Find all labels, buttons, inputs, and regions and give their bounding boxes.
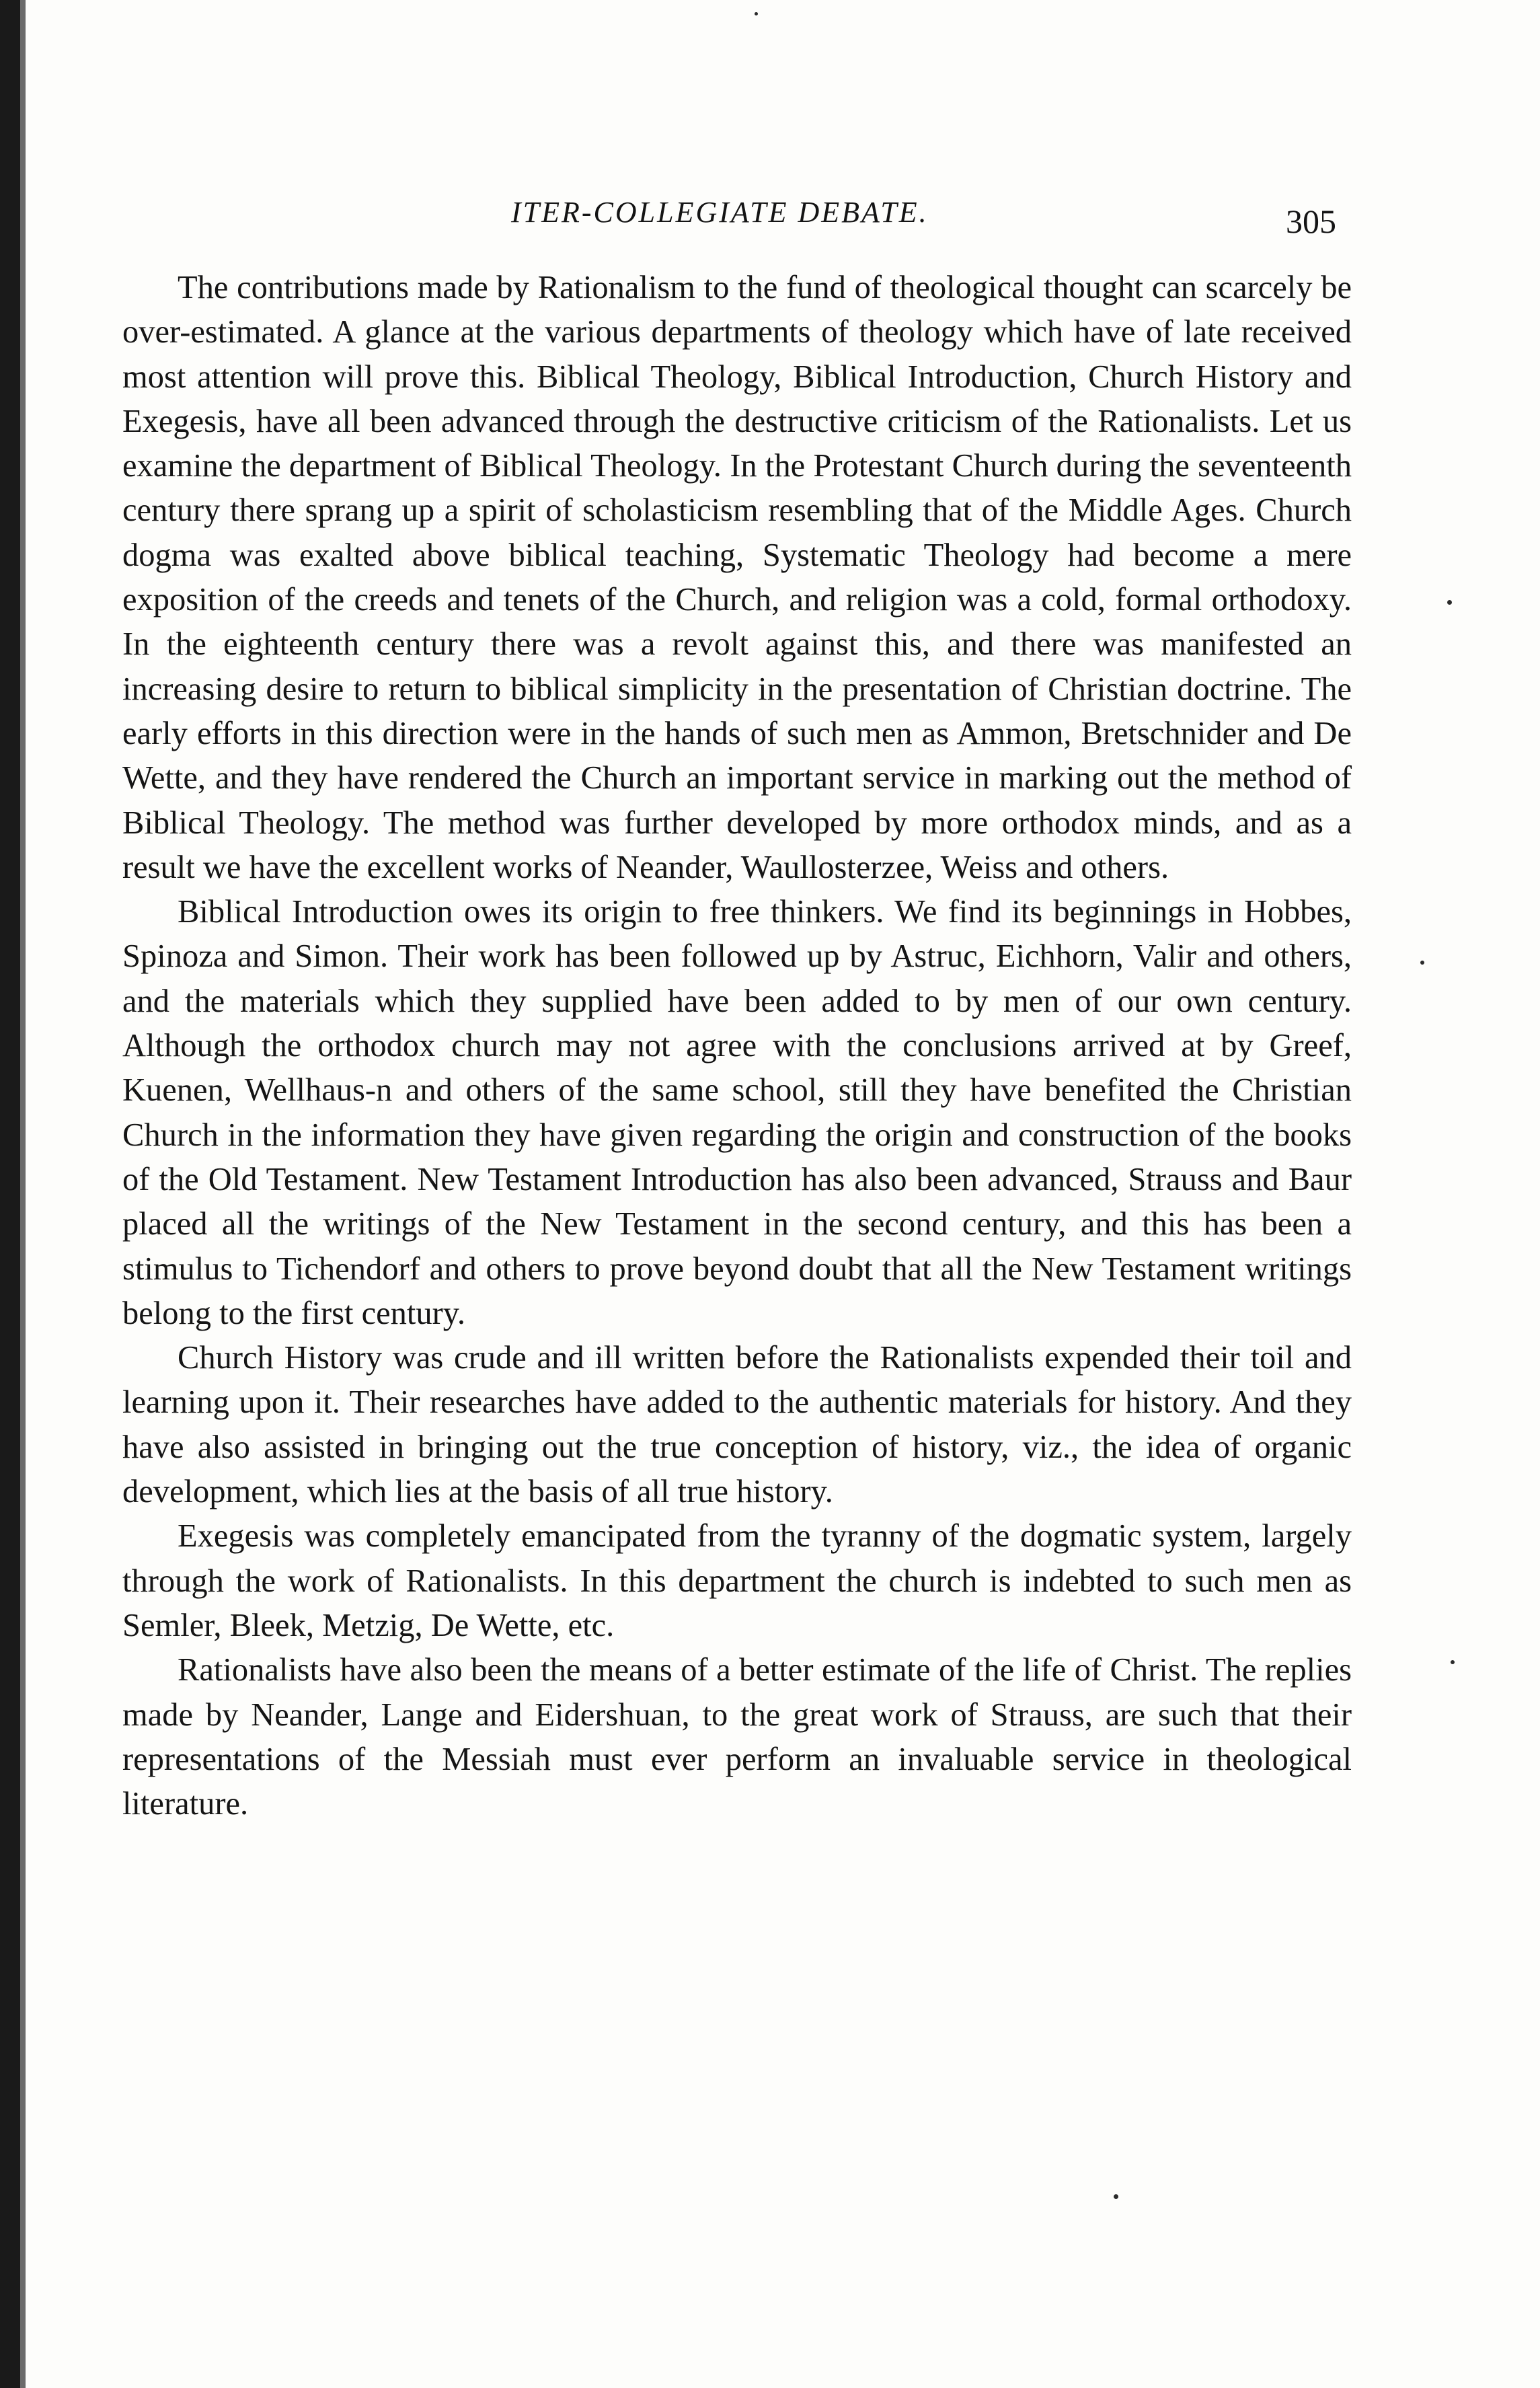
header-title: ITER-COLLEGIATE DEBATE. xyxy=(511,196,929,229)
body-text xyxy=(122,266,1352,1826)
page-number: 305 xyxy=(1286,202,1336,240)
print-speck xyxy=(1420,961,1424,965)
paragraph-biblical-introduction: Biblical Introduction owes its origin to free thinkers. We find its beginnings in Hobbes, Spinoza and Simon. Their work has been followed up by Astruc, Eichhorn, Valir and others, and the materials which they supplied have been added to by men of our own century. Although the orthodox church may not agree with the conclusions arrived at by Greef, Kuenen, Wellhaus-n and others of the same school, still they have benefited the Christian Church in the information they have given regarding the origin and construction of the books of the Old Testament. New Testament Introduction has also been advanced, Strauss and Baur placed all the writings of the New Testament in the second century, and this has been a stimulus to Tichendorf and others to prove beyond doubt that all the New Testament writings belong to the first century. xyxy=(122,894,1352,1331)
paragraph-exegesis: Exegesis was completely emancipated from the tyranny of the dogmatic system, largely through the work of Rationalists. In this department the church is indebted to such men as Semler, Bleek, Metzig, De Wette, etc. xyxy=(122,1518,1352,1643)
binding-edge xyxy=(0,0,20,2388)
binding-shadow xyxy=(20,0,26,2388)
print-speck xyxy=(1114,2194,1118,2199)
print-speck xyxy=(1451,1660,1455,1664)
paragraph-rationalism-contributions: The contributions made by Rationalism to the fund of theological thought can scarcely be over-estimated. A glance at the various departments of theology which have of late received most attention will prove this. Biblical Theology, Biblical Introduction, Church History and Exegesis, have all been advanced through the destructive criticism of the Rationalists. Let us examine the department of Biblical Theology. In the Protestant Church during the seventeenth century there sprang up a spirit of scholasticism resembling that of the Middle Ages. Church dogma was exalted above biblical teaching, Systematic Theology had become a mere exposition of the creeds and tenets of the Church, and religion was a cold, formal orthodoxy. In the eighteenth century there was a revolt against this, and there was manifested an increasing desire to return to biblical simplicity in the presentation of Christian doctrine. The early efforts in this direction were in the hands of such men as Ammon, Bretschnider and De Wette, and they have rendered the Church an important service in marking out the method of Biblical Theology. The method was further developed by more orthodox minds, and as a result we have the excellent works of Neander, Waullosterzee, Weiss and others. xyxy=(122,270,1352,885)
paragraph-church-history: Church History was crude and ill written before the Rationalists expended their toil and learning upon it. Their researches have added to the authentic materials for history. And they have also assisted in bringing out the true conception of history, viz., the idea of organic development, which lies at the basis of all true history. xyxy=(122,1340,1352,1510)
paragraph-life-of-christ: Rationalists have also been the means of a better estimate of the life of Christ. The replies made by Neander, Lange and Eidershuan, to the great work of Strauss, are such that their representations of the Messiah must ever perform an invaluable service in theological literature. xyxy=(122,1652,1352,1822)
print-speck xyxy=(1447,600,1452,605)
print-speck xyxy=(755,12,758,15)
running-head xyxy=(0,195,1540,242)
